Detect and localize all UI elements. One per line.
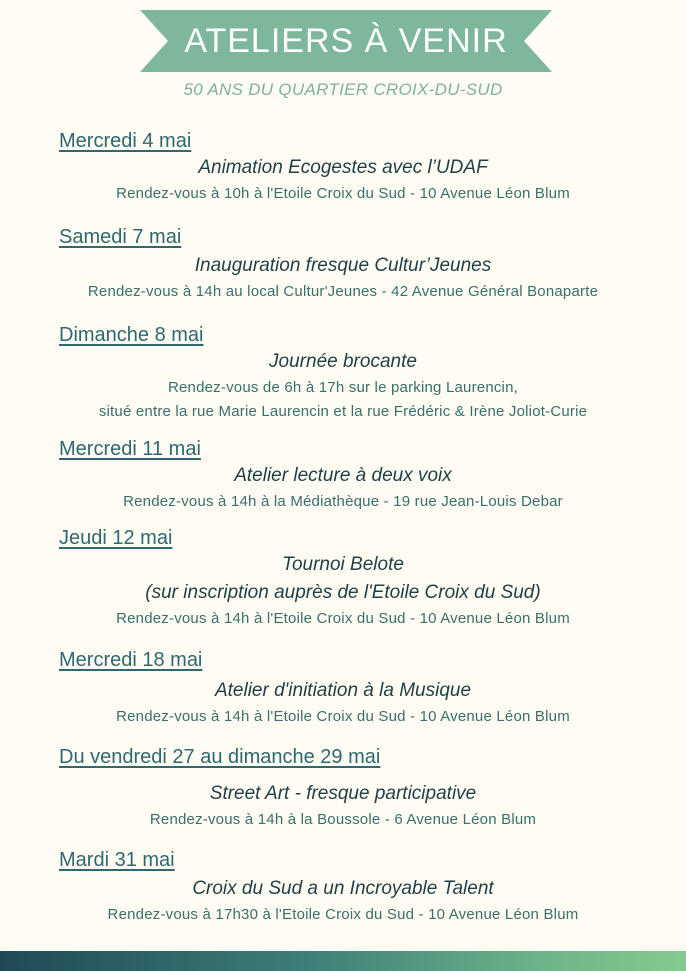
event-activity: Animation Ecogestes avec l’UDAF xyxy=(198,157,488,178)
event-item xyxy=(0,847,686,927)
event-date: Samedi 7 mai xyxy=(59,226,182,248)
event-activity-note: (sur inscription auprès de l'Etoile Croix du Sud) xyxy=(145,582,541,603)
event-date: Jeudi 12 mai xyxy=(59,527,173,549)
event-activity: Journée brocante xyxy=(269,351,417,372)
event-activity: Croix du Sud a un Incroyable Talent xyxy=(192,878,494,899)
event-place: Rendez-vous à 10h à l'Etoile Croix du Sud - 10 Avenue Léon Blum xyxy=(116,185,570,202)
event-date: Mercredi 11 mai xyxy=(59,438,201,460)
event-item xyxy=(0,224,686,304)
page-title: ATELIERS À VENIR xyxy=(184,21,508,60)
event-item xyxy=(0,744,686,832)
event-item xyxy=(0,525,686,631)
footer-gradient-bar xyxy=(0,951,686,971)
event-place: Rendez-vous à 14h à l'Etoile Croix du Sud - 10 Avenue Léon Blum xyxy=(116,708,570,725)
event-item xyxy=(0,322,686,424)
event-date: Mercredi 18 mai xyxy=(59,649,203,671)
event-activity: Atelier lecture à deux voix xyxy=(234,465,452,486)
event-item xyxy=(0,647,686,729)
page-subtitle: 50 ANS DU QUARTIER CROIX-DU-SUD xyxy=(183,80,503,99)
event-place: Rendez-vous à 14h à la Boussole - 6 Avenue Léon Blum xyxy=(149,811,537,828)
event-item xyxy=(0,436,686,514)
event-place: Rendez-vous à 17h30 à l'Etoile Croix du Sud - 10 Avenue Léon Blum xyxy=(107,906,579,923)
event-activity: Inauguration fresque Cultur’Jeunes xyxy=(194,255,492,276)
event-place: Rendez-vous à 14h au local Cultur'Jeunes - 42 Avenue Général Bonaparte xyxy=(87,283,599,300)
event-date: Du vendredi 27 au dimanche 29 mai xyxy=(59,746,381,768)
event-date: Mardi 31 mai xyxy=(59,849,175,871)
event-place: Rendez-vous à 14h à l'Etoile Croix du Sud - 10 Avenue Léon Blum xyxy=(116,610,570,627)
event-activity: Street Art - fresque participative xyxy=(209,783,477,804)
event-item xyxy=(0,128,686,206)
event-date: Mercredi 4 mai xyxy=(59,130,192,152)
event-place: Rendez-vous de 6h à 17h sur le parking Laurencin, xyxy=(167,379,519,396)
event-date: Dimanche 8 mai xyxy=(59,324,204,346)
event-activity: Atelier d'initiation à la Musique xyxy=(214,680,472,701)
title-banner xyxy=(140,10,552,72)
event-place-detail: situé entre la rue Marie Laurencin et la rue Frédéric & Irène Joliot-Curie xyxy=(98,403,588,420)
event-place: Rendez-vous à 14h à la Médiathèque - 19 rue Jean-Louis Debar xyxy=(123,493,563,510)
event-activity: Tournoi Belote xyxy=(282,554,404,575)
